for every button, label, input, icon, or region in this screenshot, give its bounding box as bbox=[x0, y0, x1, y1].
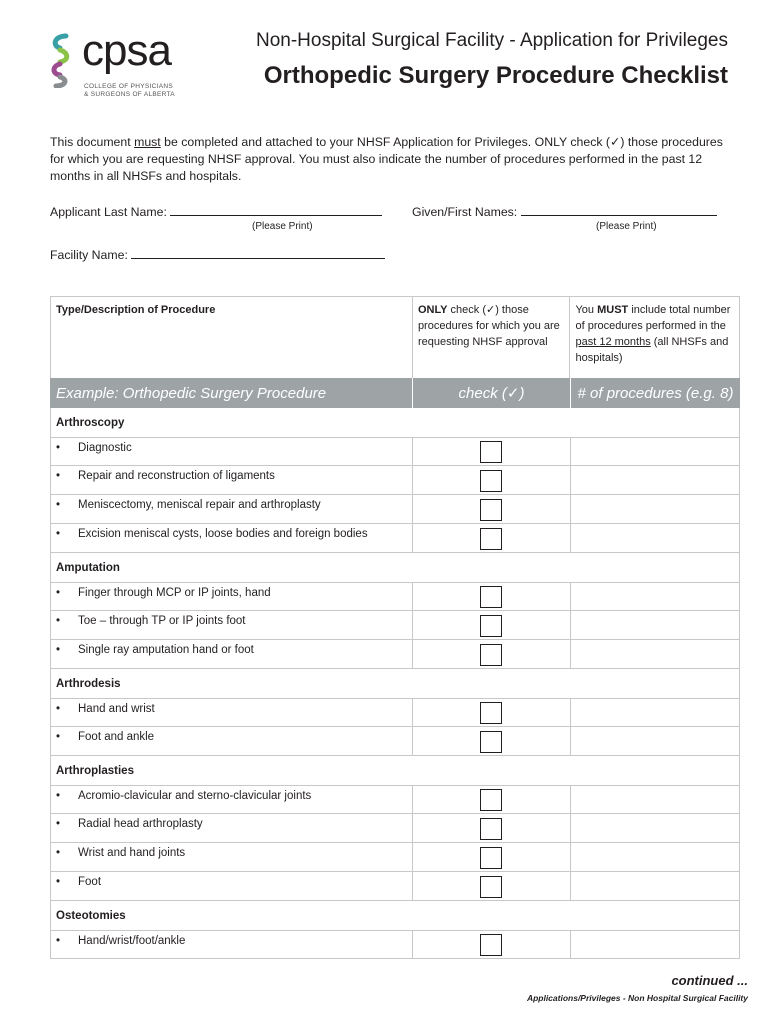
check-cell bbox=[412, 843, 570, 871]
approval-checkbox[interactable] bbox=[480, 615, 502, 637]
procedure-count-input[interactable] bbox=[570, 640, 740, 668]
last-name-field[interactable] bbox=[50, 204, 382, 219]
check-cell bbox=[412, 727, 570, 755]
intro-must: must bbox=[134, 135, 161, 149]
procedure-cell bbox=[51, 520, 412, 548]
procedure-label: Repair and reconstruction of ligaments bbox=[78, 470, 275, 482]
table-row bbox=[50, 524, 740, 553]
check-cell bbox=[412, 640, 570, 668]
procedure-count-input[interactable] bbox=[570, 583, 740, 610]
last-name-hint: (Please Print) bbox=[252, 221, 313, 232]
section-heading: Arthrodesis bbox=[50, 669, 740, 698]
procedure-cell bbox=[51, 636, 412, 664]
continued-label: continued ... bbox=[671, 973, 748, 988]
last-name-input-line[interactable] bbox=[170, 204, 382, 216]
col-header-check bbox=[412, 297, 570, 378]
check-cell bbox=[412, 699, 570, 726]
col2-only: ONLY bbox=[417, 304, 448, 316]
approval-checkbox[interactable] bbox=[480, 876, 502, 898]
first-name-field[interactable] bbox=[412, 204, 717, 219]
col2-rest: check (✓) those procedures for which you are requesting NHSF approval bbox=[417, 304, 560, 348]
procedure-count-input[interactable] bbox=[570, 524, 740, 552]
procedure-count-input[interactable] bbox=[570, 843, 740, 871]
procedure-label: Meniscectomy, meniscal repair and arthroplasty bbox=[78, 499, 321, 511]
procedure-cell bbox=[51, 723, 412, 751]
section-heading: Amputation bbox=[50, 553, 740, 582]
cpsa-logo-icon bbox=[46, 32, 76, 88]
example-procedure: Example: Orthopedic Surgery Procedure bbox=[56, 384, 327, 402]
procedure-count-input[interactable] bbox=[570, 611, 740, 639]
approval-checkbox[interactable] bbox=[480, 586, 502, 608]
approval-checkbox[interactable] bbox=[480, 470, 502, 492]
procedure-cell bbox=[51, 607, 412, 635]
check-cell bbox=[412, 872, 570, 900]
facility-name-field[interactable] bbox=[50, 247, 385, 262]
bullet: • bbox=[56, 470, 61, 482]
bullet: • bbox=[56, 934, 61, 947]
check-cell bbox=[412, 814, 570, 842]
procedure-cell bbox=[51, 782, 412, 809]
procedure-label: Foot and ankle bbox=[78, 731, 155, 743]
procedure-count-input[interactable] bbox=[570, 466, 740, 494]
bullet: • bbox=[56, 702, 61, 715]
table-row bbox=[50, 930, 740, 959]
procedure-cell bbox=[51, 810, 412, 838]
check-cell bbox=[412, 786, 570, 813]
check-cell bbox=[412, 931, 570, 958]
procedure-checklist-table bbox=[50, 296, 740, 959]
check-cell bbox=[412, 438, 570, 465]
logo-subtitle-line1: COLLEGE OF PHYSICIANS bbox=[84, 83, 174, 90]
procedure-label: Excision meniscal cysts, loose bodies and foreign bodies bbox=[78, 528, 368, 540]
procedure-count-input[interactable] bbox=[570, 495, 740, 523]
bullet: • bbox=[56, 528, 61, 540]
procedure-label: Wrist and hand joints bbox=[78, 847, 186, 859]
intro-text-2: be completed and attached to your NHSF Application for Privileges. ONLY check (✓) those procedures for which you are requesting NHSF approval. You must also indicate the number of procedures performed in the past 12 months in all NHSFs and hospitals. bbox=[50, 135, 723, 183]
approval-checkbox[interactable] bbox=[480, 441, 502, 463]
approval-checkbox[interactable] bbox=[480, 934, 502, 956]
procedure-label: Toe – through TP or IP joints foot bbox=[78, 615, 246, 627]
facility-name-label: Facility Name: bbox=[50, 248, 128, 262]
last-name-label: Applicant Last Name: bbox=[50, 205, 167, 219]
procedure-cell bbox=[51, 927, 412, 954]
table-row bbox=[50, 640, 740, 669]
table-header bbox=[50, 296, 740, 378]
procedure-cell bbox=[51, 434, 412, 461]
procedure-cell bbox=[51, 462, 412, 490]
logo-subtitle-line2: & SURGEONS OF ALBERTA bbox=[84, 91, 175, 98]
procedure-cell bbox=[51, 839, 412, 867]
procedure-count-input[interactable] bbox=[570, 786, 740, 813]
procedure-label: Hand/wrist/foot/ankle bbox=[78, 934, 186, 947]
procedure-label: Single ray amputation hand or foot bbox=[78, 644, 254, 656]
col-header-count bbox=[569, 297, 739, 378]
col3-past: past 12 months bbox=[575, 336, 651, 348]
example-row bbox=[50, 378, 740, 408]
section-heading: Osteotomies bbox=[50, 901, 740, 930]
form-supertitle: Non-Hospital Surgical Facility - Application for Privileges bbox=[255, 30, 728, 51]
bullet: • bbox=[56, 731, 61, 743]
check-cell bbox=[412, 583, 570, 610]
procedure-count-input[interactable] bbox=[570, 438, 740, 465]
cpsa-logo bbox=[46, 26, 206, 102]
form-title: Orthopedic Surgery Procedure Checklist bbox=[263, 62, 728, 89]
bullet: • bbox=[56, 615, 61, 627]
approval-checkbox[interactable] bbox=[480, 847, 502, 869]
first-name-hint: (Please Print) bbox=[596, 221, 657, 232]
intro-text-1: This document bbox=[50, 135, 135, 149]
table-row bbox=[50, 727, 740, 756]
procedure-count-input[interactable] bbox=[570, 699, 740, 726]
col3-must: MUST bbox=[597, 304, 629, 316]
procedure-cell bbox=[51, 868, 412, 896]
procedure-count-input[interactable] bbox=[570, 872, 740, 900]
procedure-rows bbox=[50, 408, 740, 959]
bullet: • bbox=[56, 818, 61, 830]
approval-checkbox[interactable] bbox=[480, 702, 502, 724]
approval-checkbox[interactable] bbox=[480, 789, 502, 811]
section-heading: Arthroplasties bbox=[50, 756, 740, 785]
approval-checkbox[interactable] bbox=[480, 499, 502, 521]
table-row bbox=[50, 872, 740, 901]
procedure-count-input[interactable] bbox=[570, 814, 740, 842]
bullet: • bbox=[56, 876, 61, 888]
bullet: • bbox=[56, 847, 61, 859]
procedure-label: Acromio-clavicular and sterno-clavicular joints bbox=[78, 789, 312, 802]
procedure-label: Radial head arthroplasty bbox=[78, 818, 203, 830]
section-heading: Arthroscopy bbox=[50, 408, 740, 437]
approval-checkbox[interactable] bbox=[480, 644, 502, 666]
approval-checkbox[interactable] bbox=[480, 818, 502, 840]
procedure-count-input[interactable] bbox=[570, 931, 740, 958]
logo-subtitle bbox=[84, 83, 175, 99]
bullet: • bbox=[56, 441, 61, 454]
bullet: • bbox=[56, 499, 61, 511]
logo-wordmark: cpsa bbox=[82, 26, 171, 75]
bullet: • bbox=[56, 789, 61, 802]
col3-rest1: include total number of procedures performed in the bbox=[575, 304, 731, 332]
col3-you: You bbox=[575, 304, 598, 316]
check-cell bbox=[412, 466, 570, 494]
procedure-label: Finger through MCP or IP joints, hand bbox=[78, 586, 271, 599]
first-name-input-line[interactable] bbox=[521, 204, 717, 216]
first-name-label: Given/First Names: bbox=[412, 205, 518, 219]
procedure-count-input[interactable] bbox=[570, 727, 740, 755]
col3-rest2: (all NHSFs and hospitals) bbox=[575, 336, 729, 364]
procedure-label: Foot bbox=[78, 876, 102, 888]
procedure-cell bbox=[51, 695, 412, 722]
procedure-cell bbox=[51, 579, 412, 606]
bullet: • bbox=[56, 644, 61, 656]
approval-checkbox[interactable] bbox=[480, 731, 502, 753]
instructions bbox=[50, 134, 740, 185]
check-cell bbox=[412, 524, 570, 552]
bullet: • bbox=[56, 586, 61, 599]
procedure-cell bbox=[51, 491, 412, 519]
procedure-label: Hand and wrist bbox=[78, 702, 155, 715]
facility-name-input-line[interactable] bbox=[131, 247, 385, 259]
check-cell bbox=[412, 611, 570, 639]
col-header-procedure: Type/Description of Procedure bbox=[56, 304, 216, 316]
check-cell bbox=[412, 495, 570, 523]
example-count: # of procedures (e.g. 8) bbox=[570, 378, 740, 408]
footer-note: Applications/Privileges - Non Hospital Surgical Facility bbox=[526, 993, 748, 1003]
example-check: check (✓) bbox=[412, 378, 570, 408]
approval-checkbox[interactable] bbox=[480, 528, 502, 550]
procedure-label: Diagnostic bbox=[78, 441, 132, 454]
